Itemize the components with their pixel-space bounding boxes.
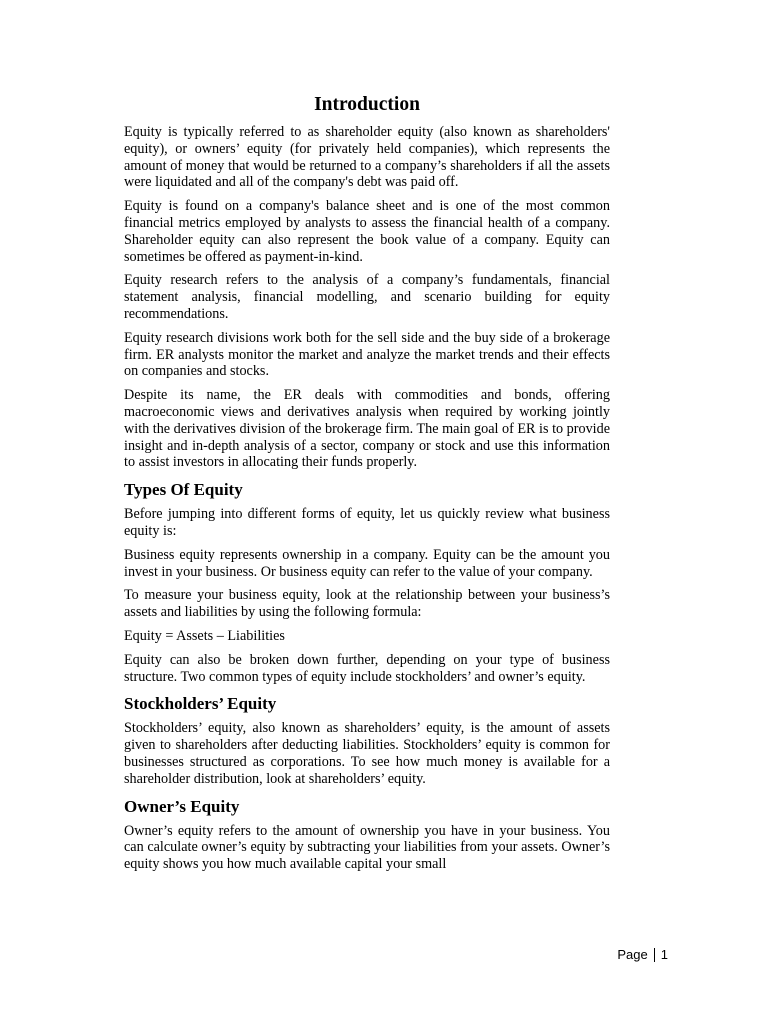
page-number: 1 — [660, 947, 668, 962]
section-heading-stockholders: Stockholders’ Equity — [124, 694, 277, 714]
section-heading-owners: Owner’s Equity — [124, 796, 240, 816]
section-heading-types: Types Of Equity — [124, 480, 243, 500]
stockholders-paragraph: Stockholders’ equity, also known as shareholders’ equity, is the amount of assets given to shareholders after deducting liabilities. Stockholders’ equity is common for businesses structured as corporations. To see how much money is available for a shareholder distribution, look at shareholders’ equity. — [124, 720, 610, 787]
page-footer — [617, 947, 668, 962]
intro-paragraph: Equity is typically referred to as shareholder equity (also known as shareholders' equity), or owners’ equity (for privately held companies), which represents the amount of money that would be returned to a company’s shareholders if all the assets were liquidated and all of the company's debt was paid off. — [124, 124, 610, 191]
types-paragraph: To measure your business equity, look at the relationship between your business’s assets and liabilities by using the following formula: — [124, 587, 610, 621]
intro-paragraph: Equity research refers to the analysis of a company’s fundamentals, financial statement analysis, financial modelling, and scenario building for equity recommendations. — [124, 272, 610, 322]
owners-paragraph: Owner’s equity refers to the amount of ownership you have in your business. You can calculate owner’s equity by subtracting your liabilities from your assets. Owner’s equity shows you how much available capital your small — [124, 822, 610, 873]
footer-divider — [654, 948, 655, 962]
intro-paragraph: Equity research divisions work both for the sell side and the buy side of a brokerage firm. ER analysts monitor the market and analyze the market trends and their effects on companies and stocks. — [124, 329, 610, 380]
intro-paragraph: Despite its name, the ER deals with commodities and bonds, offering macroeconomic views and derivatives analysis when required by working jointly with the derivatives division of the brokerage firm. The main goal of ER is to provide insight and in-depth analysis of a sector, company or stock and use this information to assist investors in allocating their funds properly. — [124, 387, 610, 471]
page-title: Introduction — [314, 94, 420, 115]
types-paragraph: Equity can also be broken down further, depending on your type of business structure. Two common types of equity include stockholders’ and owner’s equity. — [124, 651, 610, 685]
types-paragraph: Business equity represents ownership in a company. Equity can be the amount you invest in your business. Or business equity can refer to the value of your company. — [124, 546, 610, 580]
document-body — [124, 92, 610, 880]
equity-formula: Equity = Assets – Liabilities — [124, 627, 285, 644]
intro-paragraph: Equity is found on a company's balance sheet and is one of the most common financial metrics employed by analysts to assess the financial health of a company. Shareholder equity can also represent the book value of a company. Equity can sometimes be offered as payment-in-kind. — [124, 198, 610, 265]
types-paragraph: Before jumping into different forms of equity, let us quickly review what business equity is: — [124, 506, 610, 539]
page-label: Page — [617, 947, 648, 962]
